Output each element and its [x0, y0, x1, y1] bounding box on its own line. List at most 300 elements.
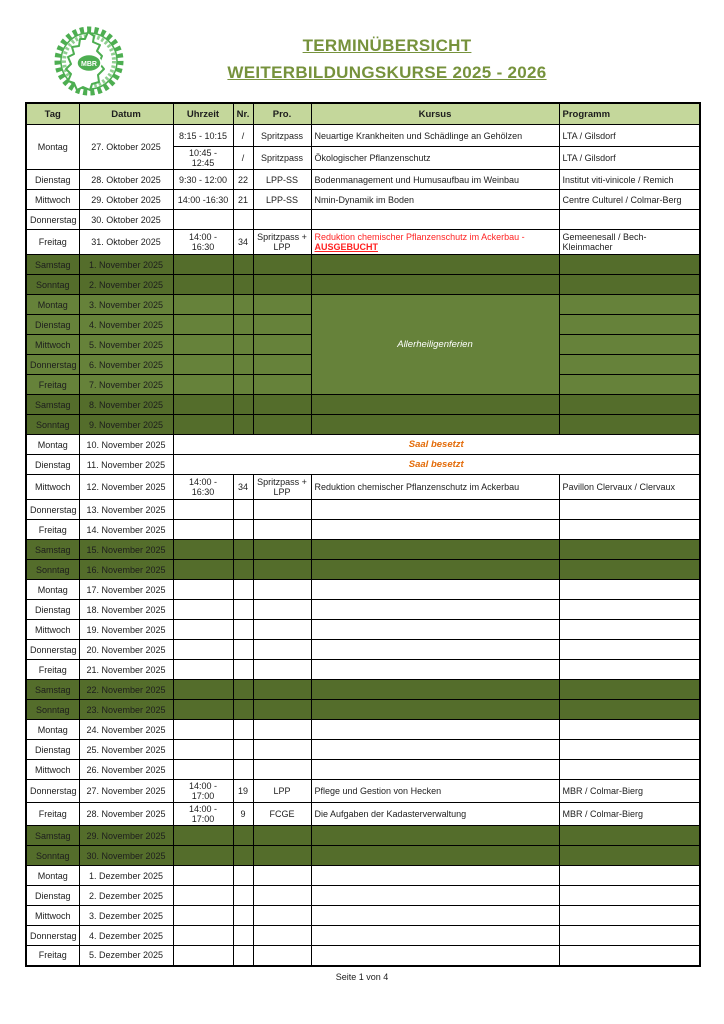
table-row	[26, 866, 700, 886]
table-row	[26, 275, 700, 295]
cell-datum: 4. Dezember 2025	[79, 926, 173, 946]
cell-uhrzeit	[173, 680, 233, 700]
cell-uhrzeit	[173, 520, 233, 540]
cell-programm	[559, 255, 700, 275]
cell-pro	[253, 500, 311, 520]
cell-nr	[233, 846, 253, 866]
cell-datum: 8. November 2025	[79, 395, 173, 415]
cell-pro: Spritzpass + LPP	[253, 475, 311, 500]
cell-tag: Montag	[26, 580, 79, 600]
cell-datum: 30. November 2025	[79, 846, 173, 866]
cell-kursus	[311, 620, 559, 640]
cell-uhrzeit	[173, 500, 233, 520]
cell-tag: Dienstag	[26, 170, 79, 190]
cell-nr	[233, 540, 253, 560]
table-row	[26, 415, 700, 435]
cell-nr	[233, 580, 253, 600]
cell-nr	[233, 210, 253, 230]
cell-datum: 28. November 2025	[79, 803, 173, 826]
cell-pro	[253, 315, 311, 335]
table-row	[26, 455, 700, 475]
cell-kursus	[311, 906, 559, 926]
cell-tag: Freitag	[26, 230, 79, 255]
cell-uhrzeit	[173, 886, 233, 906]
header-nr: Nr.	[233, 103, 253, 125]
table-row	[26, 500, 700, 520]
cell-tag: Sonntag	[26, 560, 79, 580]
table-row	[26, 190, 700, 210]
cell-nr	[233, 375, 253, 395]
page-number: Seite 1 von 4	[335, 972, 389, 982]
cell-datum: 26. November 2025	[79, 760, 173, 780]
cell-nr	[233, 760, 253, 780]
cell-kursus	[311, 540, 559, 560]
cell-uhrzeit	[173, 760, 233, 780]
cell-uhrzeit: 9:30 - 12:00	[173, 170, 233, 190]
cell-kursus	[311, 760, 559, 780]
cell-programm	[559, 620, 700, 640]
cell-programm: Institut viti-vinicole / Remich	[559, 170, 700, 190]
table-row	[26, 640, 700, 660]
cell-uhrzeit	[173, 740, 233, 760]
booked-out-label: AUSGEBUCHT	[314, 242, 379, 252]
cell-datum: 29. November 2025	[79, 826, 173, 846]
cell-datum: 31. Oktober 2025	[79, 230, 173, 255]
cell-nr: 22	[233, 170, 253, 190]
cell-uhrzeit	[173, 355, 233, 375]
cell-datum: 16. November 2025	[79, 560, 173, 580]
cell-uhrzeit	[173, 946, 233, 966]
cell-kursus	[311, 680, 559, 700]
cell-programm	[559, 906, 700, 926]
table-row	[26, 255, 700, 275]
table-row	[26, 826, 700, 846]
cell-uhrzeit	[173, 906, 233, 926]
cell-kursus	[311, 846, 559, 866]
cell-programm	[559, 600, 700, 620]
cell-uhrzeit	[173, 335, 233, 355]
cell-datum: 21. November 2025	[79, 660, 173, 680]
cell-tag: Donnerstag	[26, 355, 79, 375]
cell-nr	[233, 660, 253, 680]
header-uhrzeit: Uhrzeit	[173, 103, 233, 125]
table-row	[26, 230, 700, 255]
table-row	[26, 906, 700, 926]
cell-uhrzeit	[173, 560, 233, 580]
cell-nr	[233, 295, 253, 315]
cell-tag: Samstag	[26, 826, 79, 846]
cell-datum: 24. November 2025	[79, 720, 173, 740]
schedule-table	[25, 102, 701, 967]
cell-kursus	[311, 395, 559, 415]
course-title-alert: Reduktion chemischer Pflanzenschutz im Ackerbau -	[314, 232, 525, 242]
cell-programm	[559, 680, 700, 700]
table-row	[26, 720, 700, 740]
cell-tag: Mittwoch	[26, 760, 79, 780]
table-body	[26, 125, 700, 966]
cell-nr: 19	[233, 780, 253, 803]
cell-tag: Mittwoch	[26, 906, 79, 926]
cell-programm	[559, 315, 700, 335]
holiday-label: Allerheiligenferien	[311, 295, 559, 395]
cell-uhrzeit	[173, 540, 233, 560]
cell-uhrzeit	[173, 255, 233, 275]
cell-pro	[253, 520, 311, 540]
cell-datum: 27. November 2025	[79, 780, 173, 803]
cell-kursus: Ökologischer Pflanzenschutz	[311, 147, 559, 170]
table-row	[26, 580, 700, 600]
cell-kursus: Bodenmanagement und Humusaufbau im Weinbau	[311, 170, 559, 190]
cell-pro	[253, 906, 311, 926]
cell-pro: LPP-SS	[253, 170, 311, 190]
cell-kursus: Nmin-Dynamik im Boden	[311, 190, 559, 210]
cell-nr	[233, 520, 253, 540]
cell-nr: /	[233, 147, 253, 170]
cell-datum: 22. November 2025	[79, 680, 173, 700]
cell-uhrzeit	[173, 926, 233, 946]
table-row	[26, 803, 700, 826]
cell-tag: Dienstag	[26, 315, 79, 335]
cell-programm	[559, 760, 700, 780]
cell-datum: 5. Dezember 2025	[79, 946, 173, 966]
cell-tag: Samstag	[26, 255, 79, 275]
cell-kursus: Reduktion chemischer Pflanzenschutz im Ackerbau	[311, 475, 559, 500]
cell-tag: Mittwoch	[26, 190, 79, 210]
cell-uhrzeit	[173, 866, 233, 886]
cell-datum: 4. November 2025	[79, 315, 173, 335]
cell-programm: Pavillon Clervaux / Clervaux	[559, 475, 700, 500]
cell-uhrzeit	[173, 210, 233, 230]
cell-datum: 5. November 2025	[79, 335, 173, 355]
cell-datum: 11. November 2025	[79, 455, 173, 475]
table-row	[26, 946, 700, 966]
cell-tag: Montag	[26, 866, 79, 886]
cell-tag: Mittwoch	[26, 335, 79, 355]
cell-programm	[559, 355, 700, 375]
cell-uhrzeit: 14:00 - 17:00	[173, 803, 233, 826]
cell-programm	[559, 375, 700, 395]
cell-kursus	[311, 826, 559, 846]
cell-programm	[559, 926, 700, 946]
cell-nr: 34	[233, 230, 253, 255]
table-row	[26, 475, 700, 500]
table-row	[26, 926, 700, 946]
cell-kursus	[311, 866, 559, 886]
cell-programm	[559, 540, 700, 560]
cell-uhrzeit	[173, 846, 233, 866]
cell-tag: Dienstag	[26, 455, 79, 475]
cell-datum: 3. Dezember 2025	[79, 906, 173, 926]
cell-nr	[233, 886, 253, 906]
cell-datum: 1. Dezember 2025	[79, 866, 173, 886]
cell-nr	[233, 866, 253, 886]
cell-tag: Donnerstag	[26, 926, 79, 946]
header-row	[26, 103, 700, 125]
cell-programm	[559, 846, 700, 866]
cell-uhrzeit: 14:00 - 16:30	[173, 475, 233, 500]
cell-pro	[253, 415, 311, 435]
cell-datum: 14. November 2025	[79, 520, 173, 540]
cell-nr	[233, 315, 253, 335]
cell-programm	[559, 740, 700, 760]
cell-programm	[559, 500, 700, 520]
table-header	[26, 103, 700, 125]
cell-kursus: Neuartige Krankheiten und Schädlinge an Gehölzen	[311, 125, 559, 147]
cell-datum: 1. November 2025	[79, 255, 173, 275]
cell-tag: Sonntag	[26, 275, 79, 295]
header-kursus: Kursus	[311, 103, 559, 125]
cell-tag: Donnerstag	[26, 500, 79, 520]
table-row	[26, 660, 700, 680]
cell-pro: LPP	[253, 780, 311, 803]
cell-programm	[559, 946, 700, 966]
cell-kursus: Die Aufgaben der Kadasterverwaltung	[311, 803, 559, 826]
cell-pro	[253, 826, 311, 846]
cell-tag: Samstag	[26, 540, 79, 560]
cell-nr	[233, 640, 253, 660]
cell-programm: MBR / Colmar-Bierg	[559, 780, 700, 803]
cell-tag: Sonntag	[26, 415, 79, 435]
cell-nr: /	[233, 125, 253, 147]
cell-uhrzeit	[173, 375, 233, 395]
cell-uhrzeit	[173, 640, 233, 660]
cell-programm	[559, 886, 700, 906]
cell-nr	[233, 946, 253, 966]
cell-pro	[253, 866, 311, 886]
cell-uhrzeit	[173, 826, 233, 846]
cell-nr	[233, 500, 253, 520]
cell-programm	[559, 866, 700, 886]
cell-kursus	[311, 560, 559, 580]
cell-pro	[253, 740, 311, 760]
cell-uhrzeit: 14:00 -16:30	[173, 190, 233, 210]
cell-kursus	[311, 600, 559, 620]
cell-kursus	[311, 740, 559, 760]
table-row	[26, 600, 700, 620]
table-row	[26, 780, 700, 803]
cell-datum: 2. Dezember 2025	[79, 886, 173, 906]
cell-nr	[233, 600, 253, 620]
cell-nr	[233, 680, 253, 700]
cell-kursus	[311, 520, 559, 540]
cell-datum: 27. Oktober 2025	[79, 125, 173, 170]
cell-pro	[253, 846, 311, 866]
cell-nr: 21	[233, 190, 253, 210]
cell-programm: Gemeenesall / Bech-Kleinmacher	[559, 230, 700, 255]
cell-kursus	[311, 660, 559, 680]
table-row	[26, 760, 700, 780]
table-row	[26, 520, 700, 540]
cell-datum: 19. November 2025	[79, 620, 173, 640]
header-tag: Tag	[26, 103, 79, 125]
cell-nr: 34	[233, 475, 253, 500]
cell-programm	[559, 560, 700, 580]
cell-pro	[253, 375, 311, 395]
cell-tag: Montag	[26, 435, 79, 455]
cell-programm	[559, 720, 700, 740]
cell-uhrzeit	[173, 580, 233, 600]
cell-nr	[233, 275, 253, 295]
header-pro: Pro.	[253, 103, 311, 125]
cell-kursus	[311, 210, 559, 230]
cell-programm	[559, 640, 700, 660]
cell-pro	[253, 395, 311, 415]
cell-uhrzeit	[173, 275, 233, 295]
cell-kursus	[311, 580, 559, 600]
cell-datum: 10. November 2025	[79, 435, 173, 455]
cell-kursus: Pflege und Gestion von Hecken	[311, 780, 559, 803]
cell-kursus	[311, 700, 559, 720]
table-row	[26, 700, 700, 720]
cell-nr	[233, 906, 253, 926]
cell-pro	[253, 210, 311, 230]
cell-pro	[253, 255, 311, 275]
table-row	[26, 740, 700, 760]
cell-programm	[559, 415, 700, 435]
cell-tag: Donnerstag	[26, 780, 79, 803]
cell-nr	[233, 255, 253, 275]
table-row	[26, 395, 700, 415]
cell-nr: 9	[233, 803, 253, 826]
cell-datum: 18. November 2025	[79, 600, 173, 620]
cell-programm	[559, 335, 700, 355]
cell-tag: Freitag	[26, 803, 79, 826]
cell-uhrzeit	[173, 700, 233, 720]
cell-datum: 7. November 2025	[79, 375, 173, 395]
cell-programm	[559, 395, 700, 415]
logo-text: MBR	[81, 61, 97, 68]
cell-datum: 6. November 2025	[79, 355, 173, 375]
cell-tag: Freitag	[26, 520, 79, 540]
cell-tag: Sonntag	[26, 846, 79, 866]
cell-tag: Donnerstag	[26, 640, 79, 660]
cell-pro	[253, 946, 311, 966]
cell-datum: 30. Oktober 2025	[79, 210, 173, 230]
cell-tag: Sonntag	[26, 700, 79, 720]
cell-nr	[233, 700, 253, 720]
table-row	[26, 295, 700, 315]
cell-pro: FCGE	[253, 803, 311, 826]
cell-kursus	[311, 886, 559, 906]
cell-datum: 20. November 2025	[79, 640, 173, 660]
cell-programm	[559, 660, 700, 680]
cell-uhrzeit	[173, 660, 233, 680]
cell-pro: Spritzpass + LPP	[253, 230, 311, 255]
cell-programm	[559, 580, 700, 600]
cell-kursus	[311, 255, 559, 275]
cell-uhrzeit	[173, 395, 233, 415]
cell-datum: 23. November 2025	[79, 700, 173, 720]
saal-besetzt-label: Saal besetzt	[173, 435, 700, 455]
cell-pro	[253, 926, 311, 946]
cell-programm: MBR / Colmar-Bierg	[559, 803, 700, 826]
table-row	[26, 620, 700, 640]
cell-pro	[253, 560, 311, 580]
cell-nr	[233, 926, 253, 946]
cell-nr	[233, 415, 253, 435]
cell-uhrzeit	[173, 600, 233, 620]
cell-programm	[559, 520, 700, 540]
cell-tag: Mittwoch	[26, 475, 79, 500]
cell-programm: Centre Culturel / Colmar-Berg	[559, 190, 700, 210]
table-row	[26, 680, 700, 700]
cell-pro: Spritzpass	[253, 125, 311, 147]
cell-tag: Freitag	[26, 660, 79, 680]
cell-pro	[253, 275, 311, 295]
cell-uhrzeit: 8:15 - 10:15	[173, 125, 233, 147]
cell-uhrzeit	[173, 295, 233, 315]
cell-nr	[233, 826, 253, 846]
cell-kursus	[311, 946, 559, 966]
cell-tag: Mittwoch	[26, 620, 79, 640]
document-header	[70, 36, 704, 84]
cell-datum: 28. Oktober 2025	[79, 170, 173, 190]
table-row	[26, 210, 700, 230]
cell-pro	[253, 600, 311, 620]
cell-pro	[253, 720, 311, 740]
page-subtitle: WEITERBILDUNGSKURSE 2025 - 2026	[227, 63, 547, 83]
cell-nr	[233, 560, 253, 580]
page-title: TERMINÜBERSICHT	[302, 36, 472, 55]
cell-pro	[253, 295, 311, 315]
cell-datum: 15. November 2025	[79, 540, 173, 560]
table-row	[26, 125, 700, 147]
cell-nr	[233, 720, 253, 740]
cell-tag: Dienstag	[26, 600, 79, 620]
cell-uhrzeit: 14:00 - 16:30	[173, 230, 233, 255]
cell-tag: Dienstag	[26, 740, 79, 760]
cell-programm	[559, 210, 700, 230]
table-row	[26, 560, 700, 580]
cell-datum: 13. November 2025	[79, 500, 173, 520]
cell-nr	[233, 355, 253, 375]
cell-kursus	[311, 275, 559, 295]
cell-pro	[253, 620, 311, 640]
cell-programm: LTA / Gilsdorf	[559, 125, 700, 147]
cell-pro	[253, 680, 311, 700]
cell-pro: LPP-SS	[253, 190, 311, 210]
header-programm: Programm	[559, 103, 700, 125]
cell-pro	[253, 660, 311, 680]
cell-nr	[233, 335, 253, 355]
cell-uhrzeit: 10:45 - 12:45	[173, 147, 233, 170]
cell-pro	[253, 335, 311, 355]
cell-pro	[253, 355, 311, 375]
cell-kursus	[311, 720, 559, 740]
cell-programm: LTA / Gilsdorf	[559, 147, 700, 170]
cell-datum: 9. November 2025	[79, 415, 173, 435]
cell-datum: 2. November 2025	[79, 275, 173, 295]
cell-programm	[559, 295, 700, 315]
cell-pro	[253, 760, 311, 780]
cell-nr	[233, 395, 253, 415]
cell-uhrzeit	[173, 620, 233, 640]
cell-uhrzeit	[173, 415, 233, 435]
cell-datum: 17. November 2025	[79, 580, 173, 600]
header-datum: Datum	[79, 103, 173, 125]
table-row	[26, 846, 700, 866]
cell-uhrzeit: 14:00 - 17:00	[173, 780, 233, 803]
cell-pro	[253, 700, 311, 720]
cell-kursus	[311, 640, 559, 660]
table-row	[26, 435, 700, 455]
cell-programm	[559, 826, 700, 846]
cell-tag: Montag	[26, 125, 79, 170]
cell-programm	[559, 275, 700, 295]
cell-kursus	[311, 926, 559, 946]
cell-tag: Montag	[26, 720, 79, 740]
cell-datum: 3. November 2025	[79, 295, 173, 315]
